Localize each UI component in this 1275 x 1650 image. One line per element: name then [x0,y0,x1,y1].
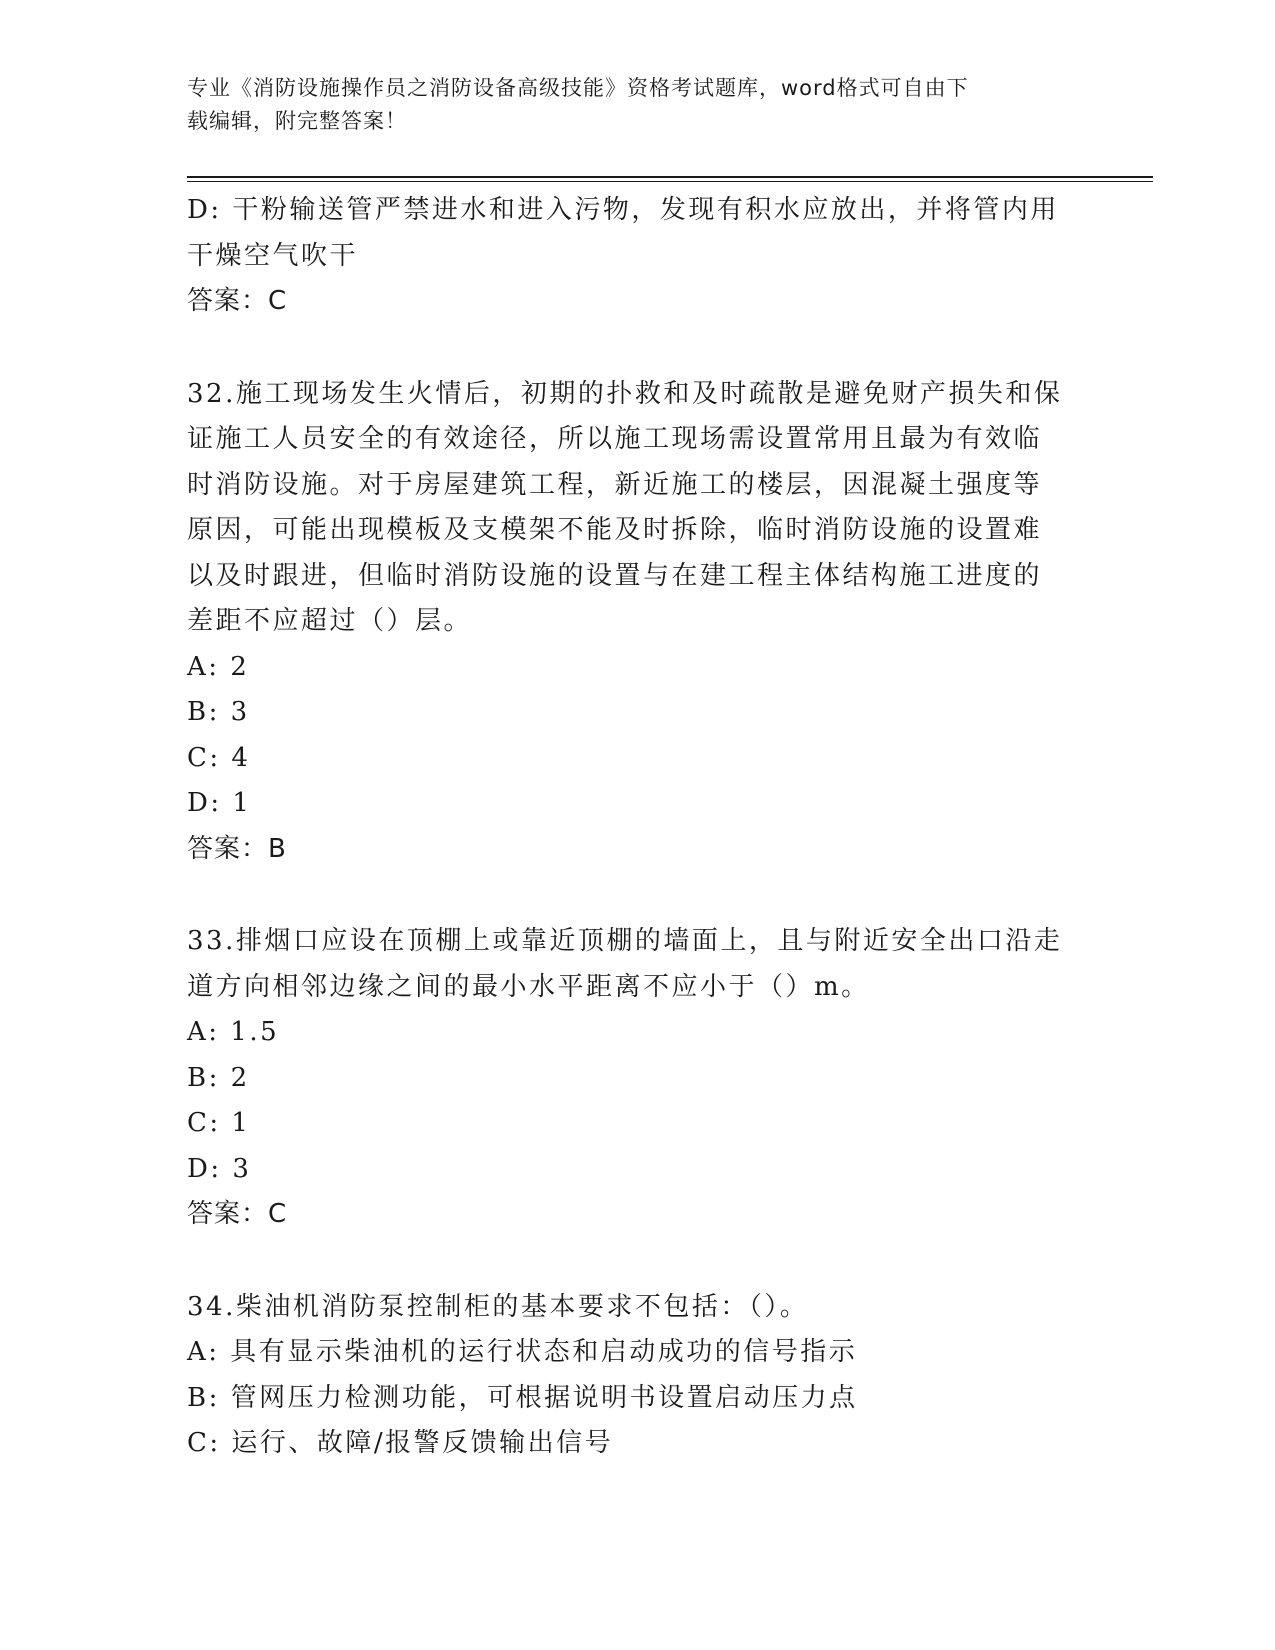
option-b: B: 2 [187,1062,250,1093]
question-34 [187,1285,1087,1467]
option-d: D: 1 [187,788,252,818]
question-text: 以及时跟进，但临时消防设施的设置与在建工程主体结构施工进度的 [187,560,1043,591]
option-c: C: 4 [187,742,251,773]
answer: 答案：C [187,1199,288,1229]
header-line-1: 专业《消防设施操作员之消防设备高级技能》资格考试题库，word格式可自由下 [187,76,969,100]
answer: 答案：B [187,833,287,864]
option-d: D: 3 [187,1153,252,1184]
question-text: 原因，可能出现模板及支模架不能及时拆除，临时消防设施的设置难 [187,515,1043,545]
answer: 答案：C [187,286,288,316]
document-header [187,72,1077,138]
question-text: 证施工人员安全的有效途径，所以施工现场需设置常用且最为有效临 [187,424,1043,454]
option-b: B: 管网压力检测功能，可根据说明书设置启动压力点 [187,1382,858,1413]
option-d-continued: 干燥空气吹干 [187,240,359,271]
option-c: C: 1 [187,1108,251,1138]
option-a: A: 2 [187,651,250,682]
spacer [187,872,1087,919]
question-text: 时消防设施。对于房屋建筑工程，新近施工的楼层，因混凝土强度等 [187,469,1043,500]
question-33 [187,919,1087,1238]
question-text: 道方向相邻边缘之间的最小水平距离不应小于（）m。 [187,971,870,1002]
header-rule-thick [187,176,1153,178]
spacer [187,325,1087,372]
question-text: 差距不应超过（）层。 [187,606,473,636]
option-a: A: 具有显示柴油机的运行状态和启动成功的信号指示 [187,1337,858,1367]
question-text: 34.柴油机消防泵控制柜的基本要求不包括：（）。 [187,1291,809,1322]
previous-question-tail [187,188,1087,325]
question-text: 33.排烟口应设在顶棚上或靠近顶棚的墙面上，且与附近安全出口沿走 [187,926,1063,956]
document-body [187,188,1087,1467]
header-rule-thin [187,181,1153,182]
header-line-2: 载编辑，附完整答案！ [187,109,407,133]
option-c: C: 运行、故障/报警反馈输出信号 [187,1428,614,1458]
question-text: 32.施工现场发生火情后，初期的扑救和及时疏散是避免财产损失和保 [187,378,1063,409]
option-d: D: 干粉输送管严禁进水和进入污物，发现有积水应放出，并将管内用 [187,195,1059,225]
option-b: B: 3 [187,697,250,727]
option-a: A: 1.5 [187,1017,280,1047]
spacer [187,1238,1087,1285]
question-32 [187,372,1087,873]
